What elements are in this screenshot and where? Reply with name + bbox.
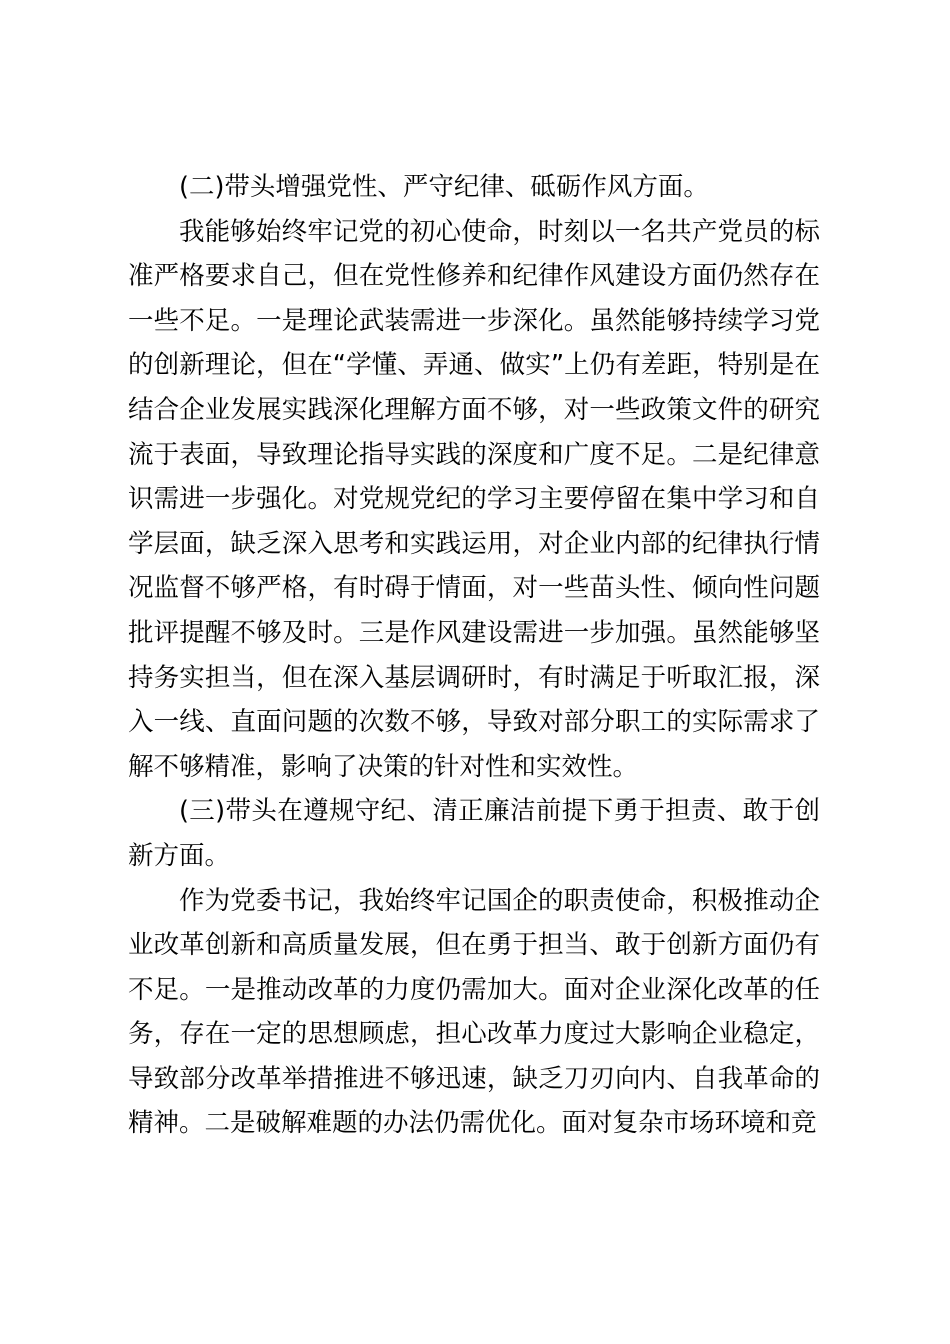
section-heading-3: (三)带头在遵规守纪、清正廉洁前提下勇于担责、敢于创新方面。 [128, 796, 820, 871]
section-paragraph-3: 作为党委书记，我始终牢记国企的职责使命，积极推动企业改革创新和高质量发展，但在勇于担当、敢于创新方面仍有不足。一是推动改革的力度仍需加大。面对企业深化改革的任务，存在一定的思想顾虑，担心改革力度过大影响企业稳定，导致部分改革举措推进不够迅速，缺乏刀刃向内、自我革命的精神。二是破解难题的办法仍需优化。面对复杂市场环境和竞 [128, 885, 820, 1139]
section-paragraph-2: 我能够始终牢记党的初心使命，时刻以一名共产党员的标准严格要求自己，但在党性修养和纪律作风建设方面仍然存在一些不足。一是理论武装需进一步深化。虽然能够持续学习党的创新理论，但在“学懂、弄通、做实”上仍有差距，特别是在结合企业发展实践深化理解方面不够，对一些政策文件的研究流于表面，导致理论指导实践的深度和广度不足。二是纪律意识需进一步强化。对党规党纪的学习主要停留在集中学习和自学层面，缺乏深入思考和实践运用，对企业内部的纪律执行情况监督不够严格，有时碍于情面，对一些苗头性、倾向性问题批评提醒不够及时。三是作风建设需进一步加强。虽然能够坚持务实担当，但在深入基层调研时，有时满足于听取汇报，深入一线、直面问题的次数不够，导致对部分职工的实际需求了解不够精准，影响了决策的针对性和实效性。 [128, 216, 820, 782]
section-heading-2: (二)带头增强党性、严守纪律、砥砺作风方面。 [179, 172, 709, 202]
document-body [128, 165, 820, 1146]
